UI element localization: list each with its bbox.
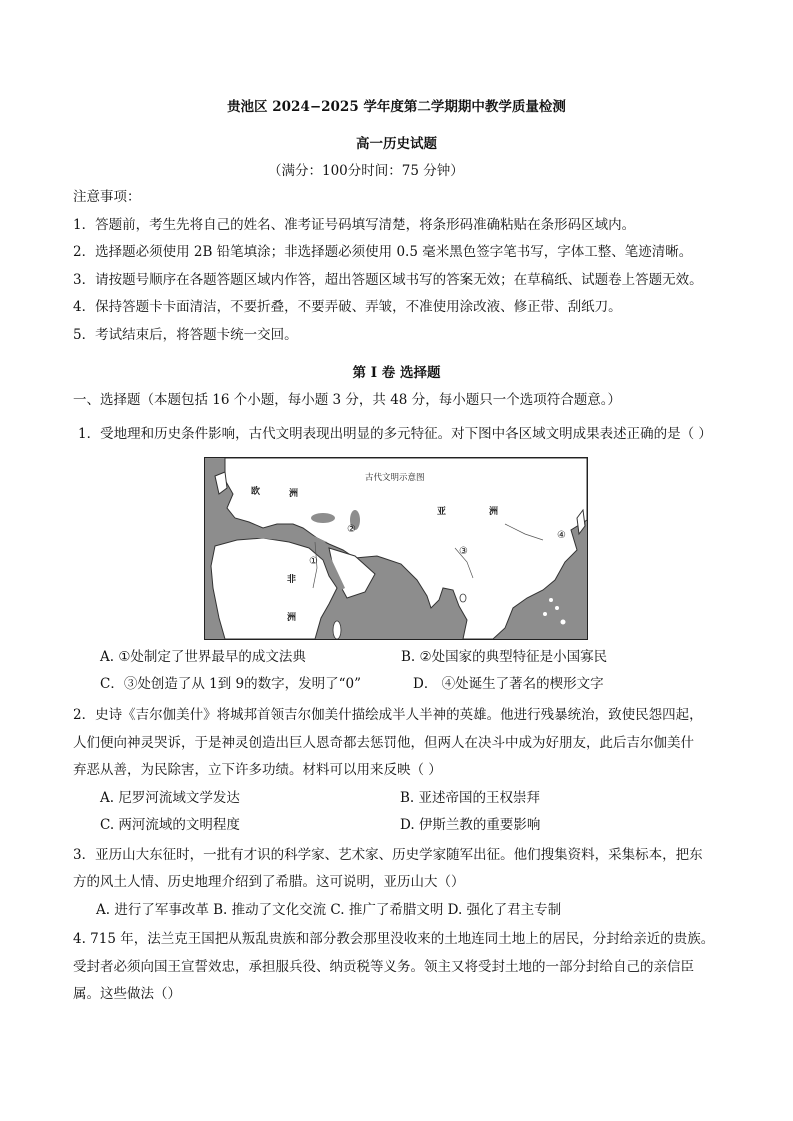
map-marker-4: ④ <box>557 530 566 541</box>
map-title: 古代文明示意图 <box>365 473 425 483</box>
exam-title: 贵池区 2024−2025 学年度第二学期期中教学质量检测 <box>227 99 566 115</box>
q3-options: A. 进行了军事改革 B. 推动了文化交流 C. 推广了希腊文明 D. 强化了君主专制 <box>96 902 562 918</box>
q2-line-3: 弃恶从善，为民除害，立下许多功绩。材料可以用来反映（ ） <box>73 762 442 778</box>
ancient-civilization-map <box>204 457 588 640</box>
q3-line-1: 3．亚历山大东征时，一批有才识的科学家、艺术家、历史学家随军出征。他们搜集资料，采集标本，把东 <box>73 847 703 863</box>
map-label-asia-2: 洲 <box>489 507 499 517</box>
q4-line-1: 4. 715 年，法兰克王国把从叛乱贵族和部分教会那里没收来的土地连同土地上的居民，分封给亲近的贵族。 <box>73 931 715 947</box>
q1-option-a: A. ①处制定了世界最早的成文法典 <box>100 649 306 665</box>
notice-item-3: 3．请按题号顺序在各题答题区域内作答，超出答题区域书写的答案无效；在草稿纸、试题卷上答题无效。 <box>73 272 703 288</box>
exam-meta: （满分：100分时间：75 分钟） <box>268 163 464 179</box>
notice-heading: 注意事项： <box>73 189 141 205</box>
q4-line-3: 属。这些做法（） <box>73 986 181 1002</box>
q1-stem: 1．受地理和历史条件影响，古代文明表现出明显的多元特征。对下图中各区域文明成果表述正确的是（ ） <box>78 426 712 442</box>
q1-option-c: C．③处创造了从 1到 9的数字，发明了“0” <box>100 676 361 692</box>
map-label-africa-1: 非 <box>287 575 297 585</box>
q3-line-2: 方的风土人情、历史地理介绍到了希腊。这可说明，亚历山大（） <box>73 874 465 890</box>
q2-line-2: 人们便向神灵哭诉，于是神灵创造出巨人恩奇都去惩罚他，但两人在决斗中成为好朋友，此后吉尔伽美什 <box>73 735 694 751</box>
map-label-asia-1: 亚 <box>437 507 447 517</box>
exam-subtitle: 高一历史试题 <box>356 136 437 152</box>
section-title: 第 I 卷 选择题 <box>352 365 441 381</box>
notice-item-2: 2．选择题必须使用 2B 铅笔填涂；非选择题必须使用 0.5 毫米黑色签字笔书写，字体工整、笔迹清晰。 <box>73 244 693 260</box>
q2-option-d: D. 伊斯兰教的重要影响 <box>400 817 541 833</box>
q2-line-1: 2．史诗《吉尔伽美什》将城邦首领吉尔伽美什描绘成半人半神的英雄。他进行残暴统治，致使民怨四起， <box>73 707 703 723</box>
q1-option-b: B. ②处国家的典型特征是小国寡民 <box>401 649 608 665</box>
notice-item-4: 4．保持答题卡卡面清洁，不要折叠，不要弄破、弄皱，不准使用涂改液、修正带、刮纸刀。 <box>73 299 622 315</box>
map-label-europe-2: 洲 <box>289 489 299 499</box>
notice-item-1: 1．答题前，考生先将自己的姓名、准考证号码填写清楚，将条形码准确粘贴在条形码区域内。 <box>73 217 636 233</box>
notice-item-5: 5．考试结束后，将答题卡统一交回。 <box>73 327 298 343</box>
map-marker-2: ② <box>347 524 356 535</box>
q2-option-b: B. 亚述帝国的王权崇拜 <box>400 790 541 806</box>
q2-option-c: C. 两河流域的文明程度 <box>100 817 240 833</box>
map-marker-1: ① <box>309 556 318 567</box>
q2-option-a: A. 尼罗河流域文学发达 <box>100 790 240 806</box>
map-marker-3: ③ <box>459 546 468 557</box>
q4-line-2: 受封者必须向国王宣誓效忠，承担服兵役、纳贡税等义务。领主又将受封土地的一部分封给自己的亲信臣 <box>73 959 694 975</box>
q1-option-d: D． ④处诞生了著名的楔形文字 <box>413 676 604 692</box>
map-label-europe-1: 欧 <box>251 487 261 497</box>
map-label-africa-2: 洲 <box>287 613 297 623</box>
section-instruction: 一、选择题（本题包括 16 个小题，每小题 3 分，共 48 分，每小题只一个选项符合题意。） <box>73 392 621 408</box>
